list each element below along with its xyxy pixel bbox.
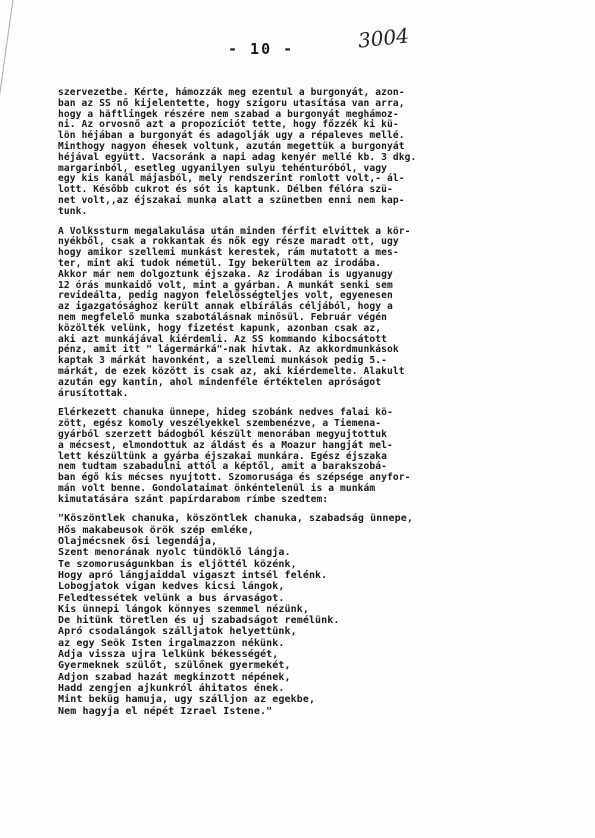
- poem-line: Feledtessétek velünk a bus árvaságot.: [58, 592, 285, 604]
- text-line: a mécsest, elmondottuk az áldást és a Moazur hangját mel-: [58, 439, 393, 451]
- page-edge-mark: [0, 0, 27, 120]
- text-line: ter, mint aki tudok németül. Igy bekerültem az irodába.: [58, 257, 382, 269]
- text-line: Elérkezett chanuka ünnepe, hideg szobánk nedves falai kö-: [58, 407, 393, 419]
- text-line: gyárból szerzett bádogból készült menorában megyujtottuk: [58, 428, 388, 440]
- text-line: pénz, amit itt " lágermárká"-nak hivtak. Az akkordmunkások: [58, 344, 399, 356]
- poem-line: Olajmécsnek ősi legendája,: [58, 536, 218, 548]
- text-line: revideálta, pedig nagyon felelősségteljes volt, egyenesen: [58, 290, 393, 302]
- text-line: 12 órás munkaidő volt, mint a gyárban. A munkát senki sem: [58, 279, 393, 291]
- paragraph-1: [58, 88, 538, 218]
- text-line: lott. Később cukrot és sót is kaptunk. Délben félóra szü-: [58, 184, 393, 196]
- poem-line: Te szomoruságunkban is eljöttél közénk,: [58, 558, 297, 570]
- poem-line: az egy Seök Isten irgalmazzon nékünk.: [58, 637, 285, 649]
- poem-line: Gyermeknek szülőt, szülőnek gyermekét,: [58, 660, 291, 672]
- text-line: aki azt munkájával kiérdemli. Az SS kommando kibocsátott: [58, 333, 388, 345]
- text-line: egy kis kanál májasból, mely rendszerint romlott volt,- ál-: [58, 173, 405, 185]
- document-body: [58, 88, 538, 717]
- text-line: zött, egész komoly veszélyekkel szembenézve, a Tiemena-: [58, 418, 382, 430]
- text-line: tunk.: [58, 205, 88, 217]
- text-line: Minthogy nagyon éhesek voltunk, azután megettük a burgonyát: [58, 140, 405, 152]
- poem-line: Nem hagyja el népét Izrael Istene.": [58, 705, 273, 717]
- poem-line: De hitünk töretlen és uj szabadságot remélünk.: [58, 615, 340, 627]
- text-line: Akkor már nem dolgoztunk éjszaka. Az irodában is ugyanugy: [58, 268, 393, 280]
- text-line: A Volkssturm megalakulása után minden férfit elvittek a kör-: [58, 225, 411, 237]
- paragraph-2: [58, 227, 538, 400]
- poem-line: Hogy apró lángjaiddal vigaszt intsél felénk.: [58, 569, 328, 581]
- poem-line: "Köszöntlek chanuka, köszöntlek chanuka, szabadság ünnepe,: [58, 513, 413, 525]
- text-line: hogy a häftlingek részére nem szabad a burgonyát meghámoz-: [58, 108, 399, 120]
- text-line: nyékből, csak a rokkantak és nők egy része maradt ott, ugy: [58, 236, 399, 248]
- text-line: nem megfelelő munka szabotálásnak minősül. Február végén: [58, 311, 388, 323]
- text-line: márkát, de ezek között is csak az, aki kiérdemelte. Alakult: [58, 365, 405, 377]
- poem-line: Lobogjatok vigan kedves kicsi lángok,: [58, 581, 285, 593]
- poem-line: Adjon szabad hazát megkinzott népének,: [58, 671, 291, 683]
- poem-line: Adja vissza ujra lelkünk békességét,: [58, 649, 279, 661]
- poem-line: Szent menorának nyolc tündöklő lángja.: [58, 547, 291, 559]
- handwritten-annotation: 3004: [356, 23, 411, 53]
- text-line: lön héjában a burgonyát és adagolják ugy a répaleves mellé.: [58, 130, 405, 142]
- text-line: lett készültünk a gyárba éjszakai munkára. Egész éjszaka: [58, 450, 388, 462]
- text-line: ni. Az orvosnő azt a propozíciót tette, hogy főzzék ki kü-: [58, 119, 399, 131]
- poem-line: Hős makabeusok örök szép emléke,: [58, 524, 254, 536]
- text-line: nem tudtam szabadulni attól a képtől, amit a barakszobá-: [58, 461, 388, 473]
- text-line: azután egy kantin, ahol mindenféle értéktelen apróságot: [58, 376, 382, 388]
- text-line: héjával együtt. Vacsoránk a napi adag kenyér mellé kb. 3 dkg.: [58, 151, 417, 163]
- text-line: mán volt benne. Gondolataimat önkéntelenül is a munkám: [58, 482, 376, 494]
- poem-line: Hadd zengjen ajkunkról áhitatos ének.: [58, 682, 285, 694]
- text-line: margarinból, esetleg ugyanilyen sulyu tehénturóból, vagy: [58, 162, 388, 174]
- poem-line: Mint beküg hamuja, ugy szálljon az egekbe,: [58, 694, 316, 706]
- text-line: kimutatására szánt papírdarabom rímbe szedtem:: [58, 493, 329, 505]
- paragraph-3: [58, 408, 538, 505]
- poem-line: Apró csodalángok szálljatok helyettünk,: [58, 626, 297, 638]
- text-line: ban égő kis mécses nyujtott. Szomorusága és szépsége anyfor-: [58, 472, 411, 484]
- text-line: ban az SS nő kijelentette, hogy szigoru utasítása van arra,: [58, 97, 405, 109]
- poem: [58, 513, 538, 716]
- text-line: net volt,,az éjszakai munka alatt a szünetben enni nem kap-: [58, 194, 405, 206]
- text-line: hogy amikor szellemi munkást kerestek, rám mutatott a mes-: [58, 247, 399, 259]
- poem-line: Kis ünnepi lángok könnyes szemmel nézünk,: [58, 603, 309, 615]
- text-line: közölték velünk, hogy fizetést kapunk, azonban csak az,: [58, 322, 382, 334]
- text-line: szervezetbe. Kérte, hámozzák meg ezentul a burgonyát, azon-: [58, 87, 405, 98]
- text-line: árusítottak.: [58, 387, 129, 399]
- page-number: - 10 -: [228, 40, 295, 58]
- text-line: az igazgatósághoz került annak elbírálás céljából, hogy a: [58, 301, 393, 313]
- text-line: kaptak 3 márkát havonként, a szellemi munkások pedig 5.-: [58, 355, 388, 367]
